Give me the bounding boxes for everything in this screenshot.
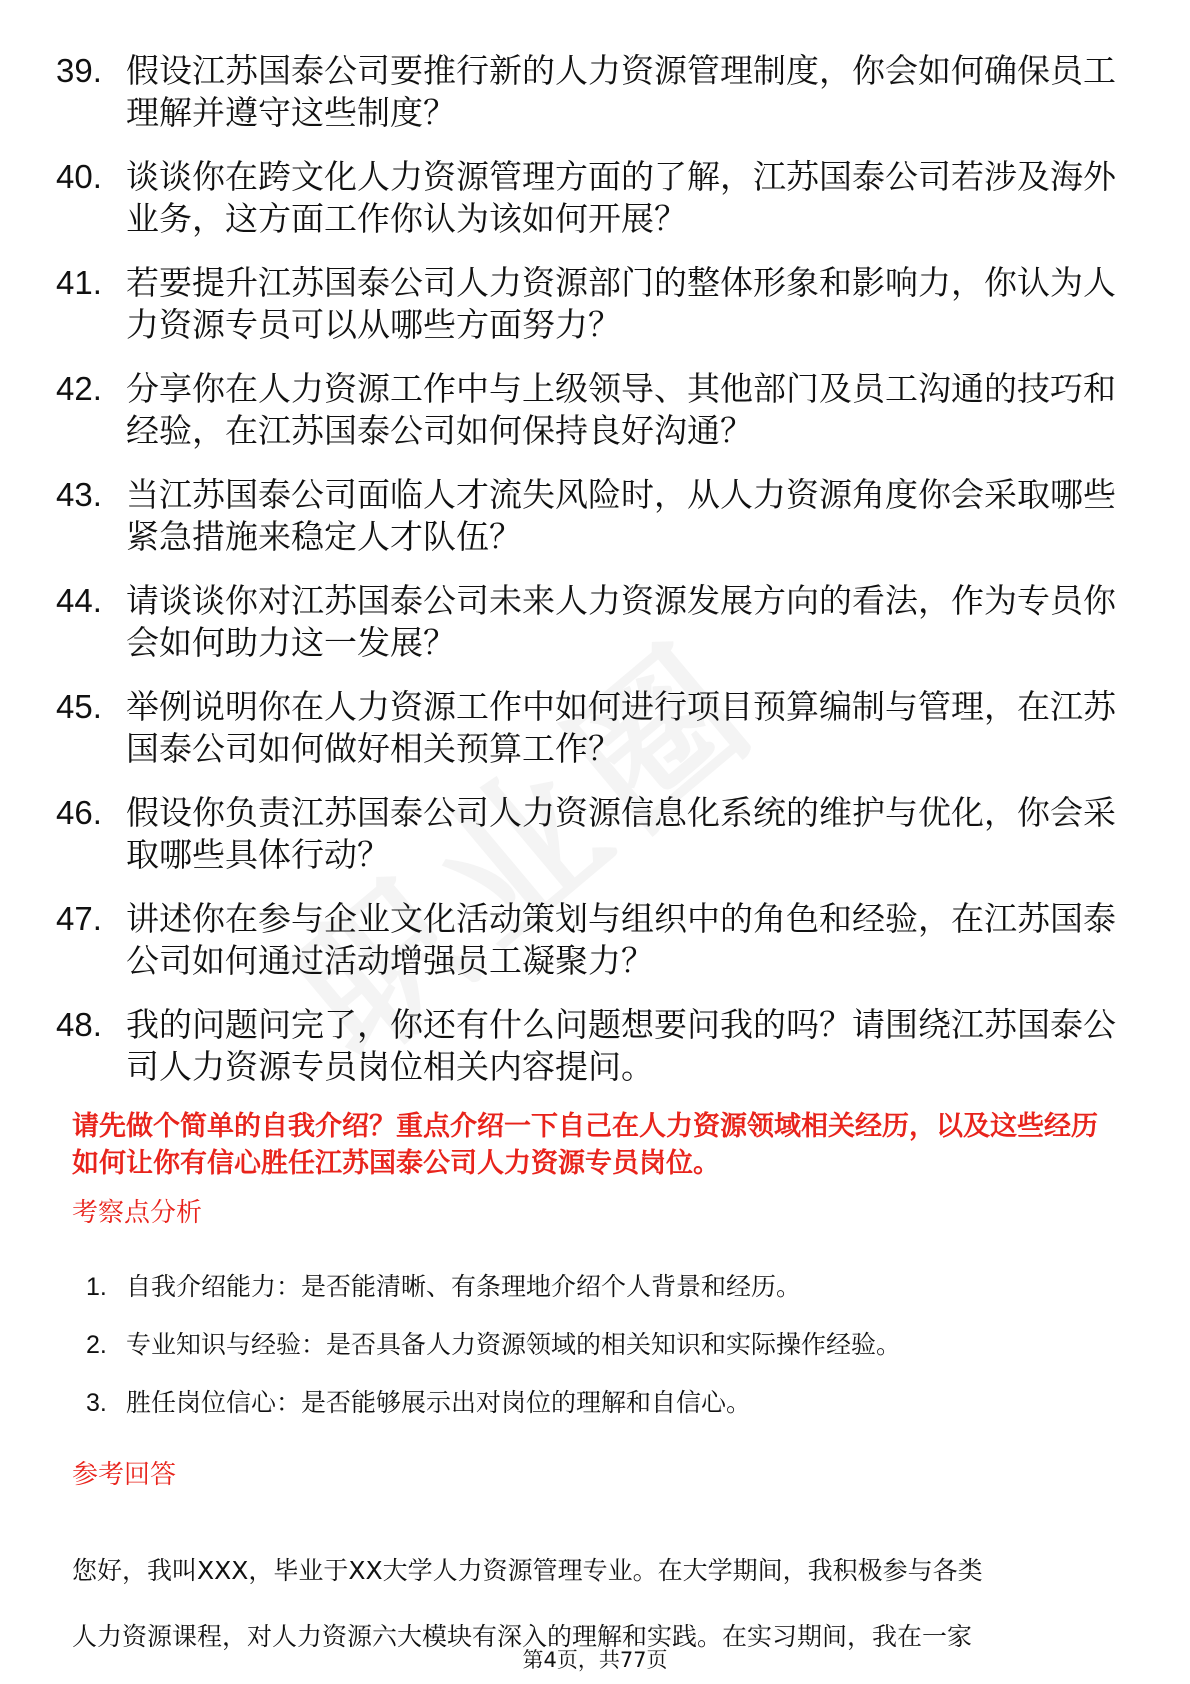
- answer-heading: 参考回答: [72, 1460, 177, 1490]
- analysis-heading: 考察点分析: [72, 1198, 203, 1228]
- question-item: [56, 156, 1126, 240]
- question-text: 举例说明你在人力资源工作中如何进行项目预算编制与管理，在江苏国泰公司如何做好相关预算工作？: [126, 687, 1116, 768]
- analysis-item: [86, 1270, 1086, 1304]
- analysis-number: 1.: [86, 1273, 107, 1301]
- question-number: 40.: [56, 158, 102, 195]
- question-number: 43.: [56, 476, 102, 513]
- analysis-item: [86, 1386, 1086, 1420]
- question-text: 谈谈你在跨文化人力资源管理方面的了解，江苏国泰公司若涉及海外业务，这方面工作你认为该如何开展？: [126, 157, 1116, 238]
- highlight-question: 请先做个简单的自我介绍？重点介绍一下自己在人力资源领域相关经历，以及这些经历如何让你有信心胜任江苏国泰公司人力资源专员岗位。: [72, 1111, 1098, 1179]
- analysis-number: 3.: [86, 1389, 107, 1417]
- question-item: [56, 1004, 1126, 1088]
- analysis-text: 专业知识与经验：是否具备人力资源领域的相关知识和实际操作经验。: [126, 1330, 902, 1359]
- answer-line: 您好，我叫XXX，毕业于XX大学人力资源管理专业。在大学期间，我积极参与各类: [72, 1556, 983, 1585]
- question-list: [56, 50, 1126, 1110]
- analysis-list: [86, 1270, 1086, 1444]
- question-number: 47.: [56, 900, 102, 937]
- question-text: 假设江苏国泰公司要推行新的人力资源管理制度，你会如何确保员工理解并遵守这些制度？: [126, 51, 1116, 132]
- question-item: [56, 474, 1126, 558]
- analysis-text: 自我介绍能力：是否能清晰、有条理地介绍个人背景和经历。: [126, 1272, 802, 1301]
- question-text: 当江苏国泰公司面临人才流失风险时，从人力资源角度你会采取哪些紧急措施来稳定人才队伍？: [126, 475, 1116, 556]
- question-item: [56, 686, 1126, 770]
- question-number: 45.: [56, 688, 102, 725]
- question-number: 41.: [56, 264, 102, 301]
- analysis-text: 胜任岗位信心：是否能够展示出对岗位的理解和自信心。: [126, 1388, 752, 1417]
- question-item: [56, 580, 1126, 664]
- analysis-item: [86, 1328, 1086, 1362]
- question-item: [56, 898, 1126, 982]
- question-number: 48.: [56, 1006, 102, 1043]
- question-text: 若要提升江苏国泰公司人力资源部门的整体形象和影响力，你认为人力资源专员可以从哪些方面努力？: [126, 263, 1116, 344]
- question-item: [56, 368, 1126, 452]
- question-text: 我的问题问完了，你还有什么问题想要问我的吗？请围绕江苏国泰公司人力资源专员岗位相关内容提问。: [126, 1005, 1116, 1086]
- question-item: [56, 50, 1126, 134]
- question-text: 假设你负责江苏国泰公司人力资源信息化系统的维护与优化，你会采取哪些具体行动？: [126, 793, 1116, 874]
- question-item: [56, 792, 1126, 876]
- question-number: 46.: [56, 794, 102, 831]
- question-text: 分享你在人力资源工作中与上级领导、其他部门及员工沟通的技巧和经验，在江苏国泰公司如何保持良好沟通？: [126, 369, 1116, 450]
- question-number: 39.: [56, 52, 102, 89]
- question-text: 请谈谈你对江苏国泰公司未来人力资源发展方向的看法，作为专员你会如何助力这一发展？: [126, 581, 1116, 662]
- page-number: 第4页，共77页: [522, 1648, 668, 1672]
- answer-line: 人力资源课程，对人力资源六大模块有深入的理解和实践。在实习期间，我在一家: [72, 1622, 973, 1651]
- question-number: 44.: [56, 582, 102, 619]
- question-text: 讲述你在参与企业文化活动策划与组织中的角色和经验，在江苏国泰公司如何通过活动增强员工凝聚力？: [126, 899, 1116, 980]
- question-number: 42.: [56, 370, 102, 407]
- question-item: [56, 262, 1126, 346]
- analysis-number: 2.: [86, 1331, 107, 1359]
